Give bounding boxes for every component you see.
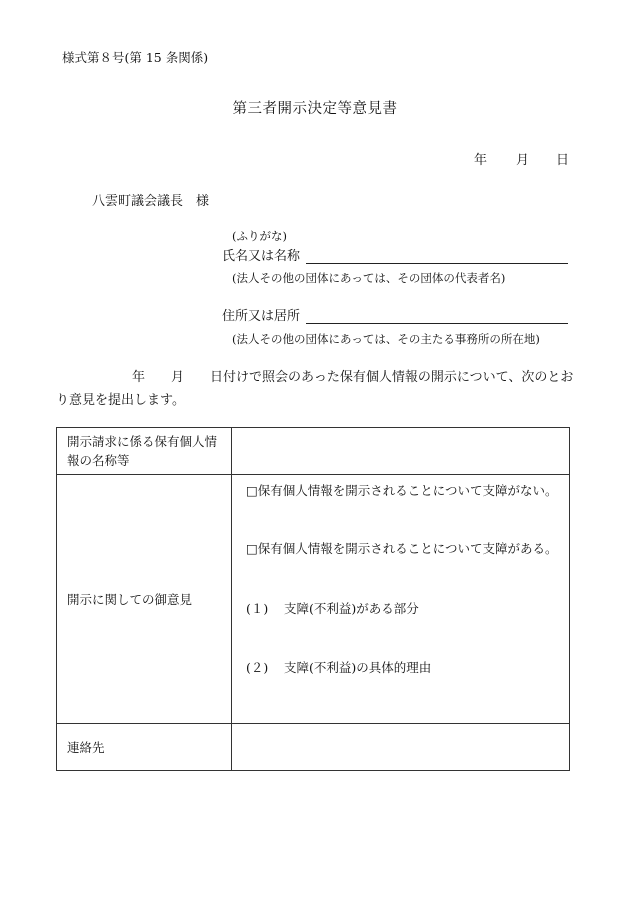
name-label: 氏名又は名称: [222, 249, 301, 264]
sub-item-2: [246, 658, 431, 676]
address-label: 住所又は居所: [222, 309, 301, 324]
sub-item-1-text: 支障(不利益)がある部分: [284, 601, 419, 616]
address-underline: [306, 323, 568, 324]
sub-item-1-number: (１): [246, 601, 269, 616]
table-row-contact: [57, 724, 570, 771]
info-header: 開示請求に係る保有個人情報の名称等: [57, 428, 232, 475]
option-no-objection[interactable]: □保有個人情報を開示されることについて支障がない。: [246, 483, 558, 498]
opinion-header: 開示に関しての御意見: [57, 475, 232, 724]
contact-header: 連絡先: [57, 724, 232, 771]
opinion-cell[interactable]: [232, 475, 570, 724]
sub-item-2-text: 支障(不利益)の具体的理由: [284, 660, 432, 675]
name-note: (法人その他の団体にあっては、その団体の代表者名): [232, 271, 506, 285]
contact-value-cell[interactable]: [232, 724, 570, 771]
furigana-label: (ふりがな): [232, 229, 287, 243]
name-field[interactable]: [222, 246, 568, 266]
form-number: 様式第８号(第 15 条関係): [62, 50, 209, 65]
date-line: [474, 149, 569, 168]
opinion-table: [56, 427, 570, 771]
addressee: 八雲町議会議長 様: [92, 194, 210, 209]
date-day: 日: [556, 153, 570, 168]
document-title: 第三者開示決定等意見書: [232, 101, 398, 117]
body-text: [56, 366, 574, 412]
body-line-2: り意見を提出します。: [56, 393, 185, 408]
body-line-1: 年 月 日付けで照会のあった保有個人情報の開示について、次のとお: [132, 370, 574, 385]
date-month: 月: [516, 153, 530, 168]
option-objection[interactable]: □保有個人情報を開示されることについて支障がある。: [246, 541, 558, 556]
table-row-opinion: [57, 475, 570, 724]
date-year: 年: [474, 153, 488, 168]
sub-item-2-number: (２): [246, 660, 269, 675]
name-underline: [306, 263, 568, 264]
table-row-info: [57, 428, 570, 475]
address-field[interactable]: [222, 306, 568, 326]
sub-item-1: [246, 599, 419, 617]
address-note: (法人その他の団体にあっては、その主たる事務所の所在地): [232, 332, 540, 346]
info-value-cell[interactable]: [232, 428, 570, 475]
